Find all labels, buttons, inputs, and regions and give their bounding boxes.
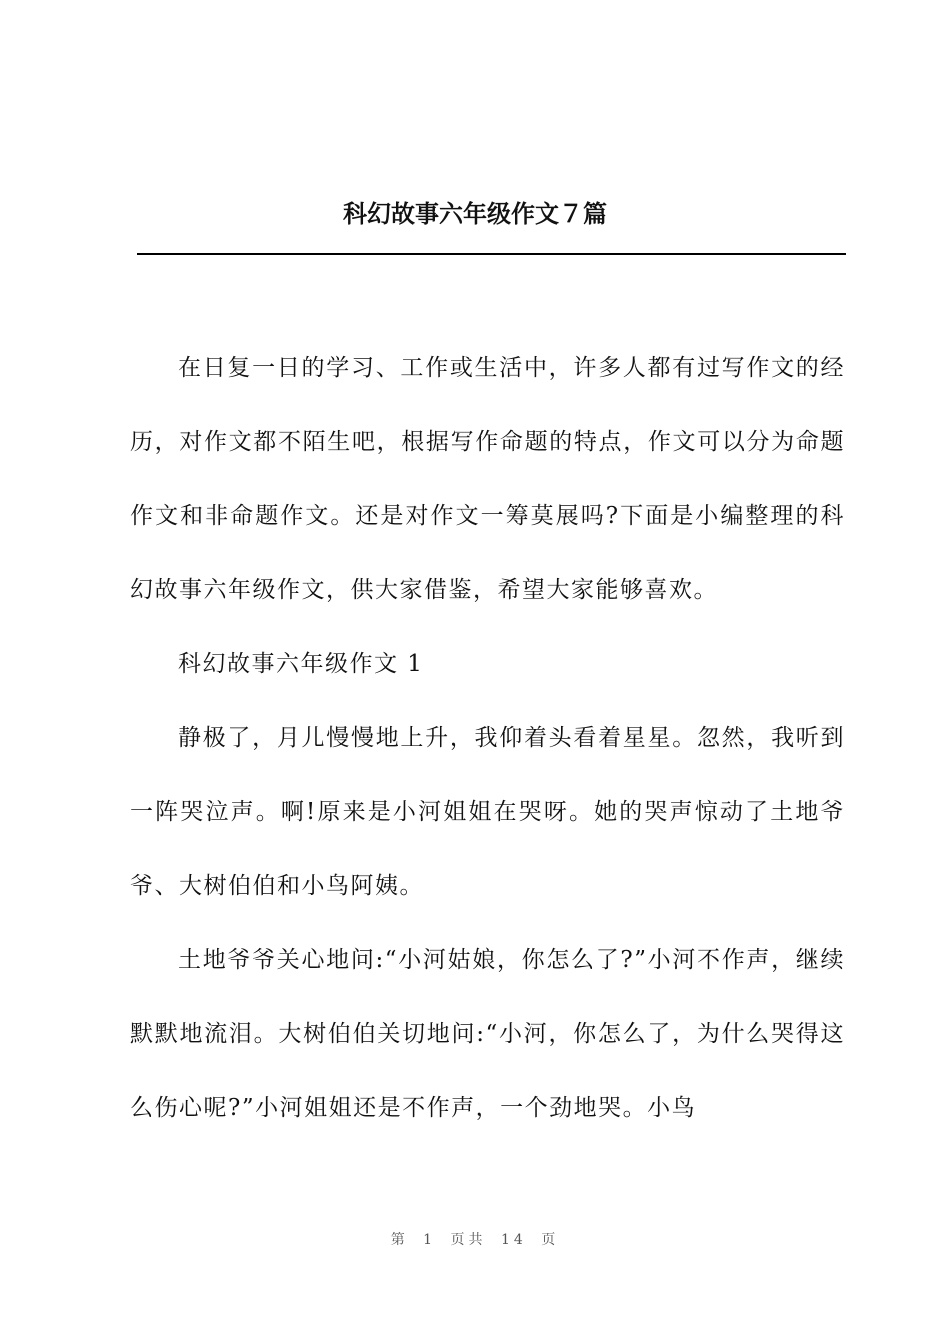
paragraph-story-1: 静极了，月儿慢慢地上升，我仰着头看着星星。忽然，我听到一阵哭泣声。啊!原来是小河姐姐在哭呀。她的哭声惊动了土地爷爷、大树伯伯和小鸟阿姨。 <box>130 725 845 899</box>
document-body <box>130 331 845 1145</box>
paragraph-story-2: 土地爷爷关心地问:“小河姑娘，你怎么了?”小河不作声，继续默默地流泪。大树伯伯关切地问:“小河，你怎么了，为什么哭得这么伤心呢?”小河姐姐还是不作声，一个劲地哭。小鸟 <box>130 947 845 1121</box>
paragraph-intro: 在日复一日的学习、工作或生活中，许多人都有过写作文的经历，对作文都不陌生吧，根据写作命题的特点，作文可以分为命题作文和非命题作文。还是对作文一筹莫展吗?下面是小编整理的科幻故事六年级作文，供大家借鉴，希望大家能够喜欢。 <box>130 355 845 603</box>
page-number: 第 1 页共 14 页 <box>390 1232 560 1248</box>
document-title: 科幻故事六年级作文７篇 <box>343 199 607 228</box>
title-divider <box>137 253 846 255</box>
section-heading: 科幻故事六年级作文 1 <box>178 651 424 677</box>
